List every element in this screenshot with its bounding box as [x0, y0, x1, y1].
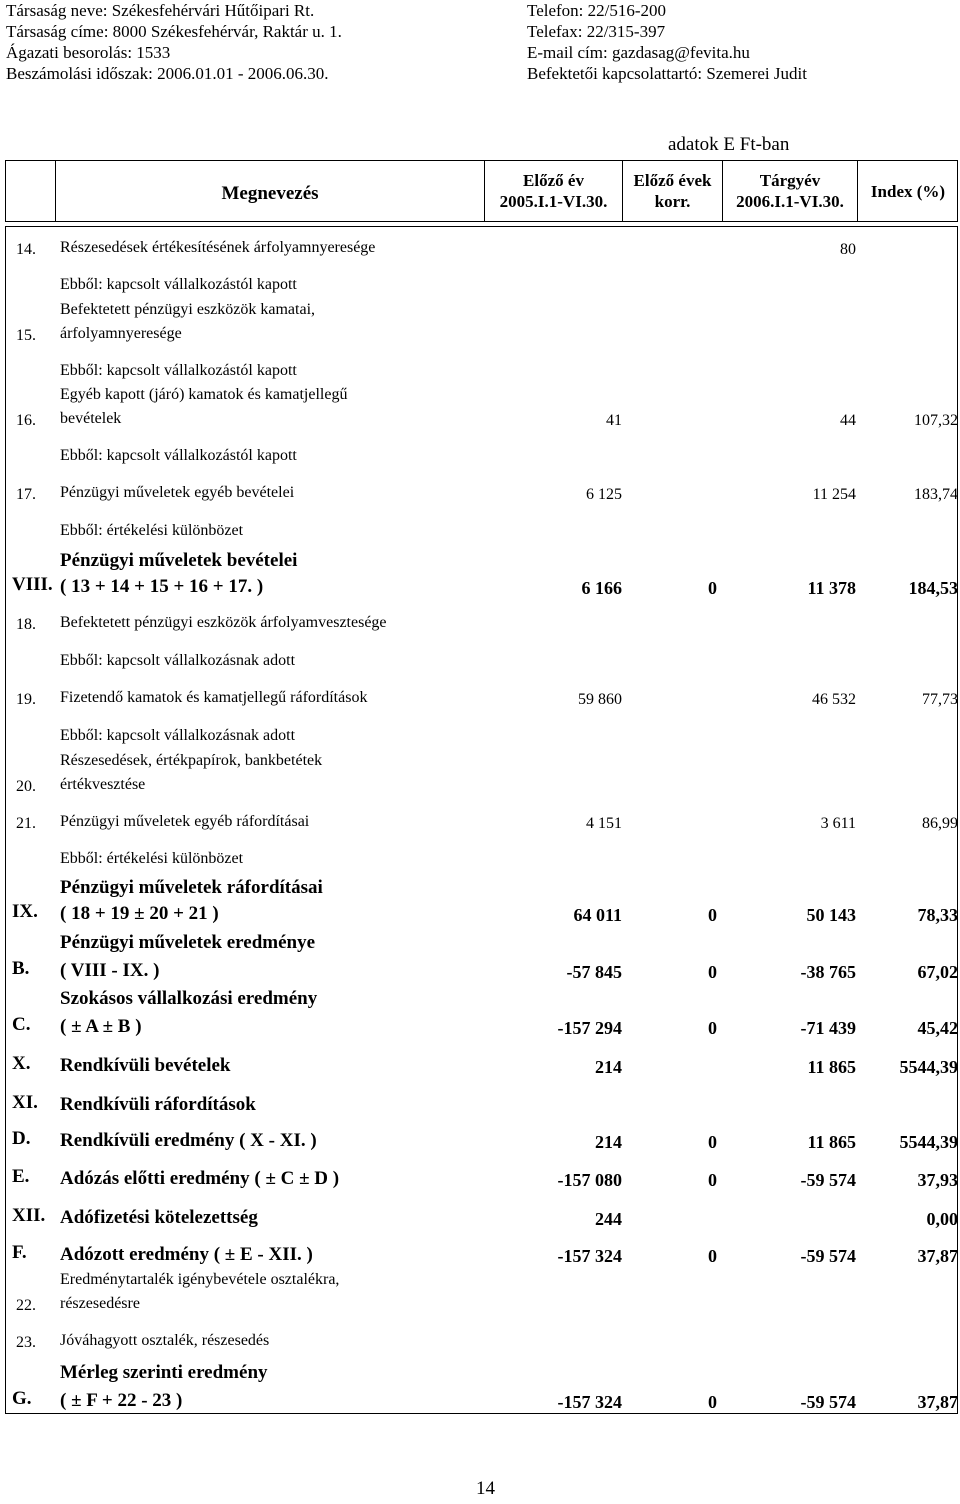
- email: E-mail cím: gazdasag@fevita.hu: [527, 43, 750, 62]
- cell-current-year: -59 574: [800, 1392, 856, 1412]
- cell-prior-corr: 0: [708, 578, 717, 598]
- cell-prev-year: -157 324: [557, 1392, 622, 1412]
- row-label: Ebből: kapcsolt vállalkozástól kapott: [60, 447, 297, 464]
- company-name: Társaság neve: Székesfehérvári Hűtőipari Rt.: [6, 1, 315, 20]
- row-number: X.: [12, 1053, 31, 1074]
- cell-current-year: 11 254: [812, 486, 856, 503]
- cell-index: 37,87: [917, 1246, 958, 1266]
- row-label: Szokásos vállalkozási eredmény: [60, 988, 318, 1009]
- cell-current-year: 44: [840, 412, 856, 429]
- row-label: Adózás előtti eredmény ( ± C ± D ): [60, 1168, 340, 1189]
- cell-prev-year: -57 845: [566, 962, 622, 982]
- investor-contact: Befektetői kapcsolattartó: Szemerei Judit: [527, 64, 807, 83]
- cell-prior-corr: 0: [708, 1170, 717, 1190]
- row-number: VIII.: [12, 574, 53, 595]
- row-label: Adófizetési kötelezettség: [60, 1207, 258, 1228]
- row-label: Befektetett pénzügyi eszközök kamatai,: [60, 301, 316, 318]
- row-label: Mérleg szerinti eredmény: [60, 1362, 268, 1383]
- row-label: Ebből: kapcsolt vállalkozástól kapott: [60, 362, 297, 379]
- cell-index: 78,33: [917, 905, 958, 925]
- cell-index: 5544,39: [899, 1132, 958, 1152]
- cell-current-year: -71 439: [800, 1018, 856, 1038]
- row-label: Ebből: kapcsolt vállalkozástól kapott: [60, 276, 297, 293]
- row-number: G.: [12, 1388, 32, 1409]
- row-number: 23.: [16, 1334, 36, 1351]
- row-number: E.: [12, 1166, 30, 1187]
- cell-prev-year: 6 166: [581, 578, 622, 598]
- cell-current-year: 46 532: [812, 691, 856, 708]
- row-label: Jóváhagyott osztalék, részesedés: [60, 1332, 270, 1349]
- sector-classification: Ágazati besorolás: 1533: [6, 43, 171, 62]
- row-label: ( ± A ± B ): [60, 1016, 142, 1037]
- cell-index: 184,53: [908, 578, 958, 598]
- cell-index: 37,93: [917, 1170, 958, 1190]
- cell-prev-year: 4 151: [586, 815, 622, 832]
- row-label: Pénzügyi műveletek eredménye: [60, 932, 316, 953]
- cell-prev-year: -157 080: [557, 1170, 622, 1190]
- row-label: Ebből: értékelési különbözet: [60, 850, 244, 867]
- page-number: 14: [476, 1478, 495, 1499]
- row-label: Adózott eredmény ( ± E - XII. ): [60, 1244, 313, 1265]
- row-number: 22.: [16, 1297, 36, 1314]
- row-label: Ebből: kapcsolt vállalkozásnak adott: [60, 727, 296, 744]
- col-header-curr: Tárgyév 2006.I.1-VI.30.: [736, 171, 844, 211]
- cell-prior-corr: 0: [708, 1392, 717, 1412]
- row-label: bevételek: [60, 410, 122, 427]
- cell-prior-corr: 0: [708, 1018, 717, 1038]
- row-label: Ebből: kapcsolt vállalkozásnak adott: [60, 652, 296, 669]
- row-number: 19.: [16, 691, 36, 708]
- cell-current-year: 11 378: [807, 578, 856, 598]
- row-label: értékvesztése: [60, 776, 146, 793]
- row-label: Eredménytartalék igénybevétele osztalékra,: [60, 1271, 340, 1288]
- row-label: Egyéb kapott (járó) kamatok és kamatjellegű: [60, 386, 348, 403]
- cell-prior-corr: 0: [708, 905, 717, 925]
- cell-prev-year: -157 324: [557, 1246, 622, 1266]
- cell-current-year: 50 143: [806, 905, 856, 925]
- cell-prev-year: 214: [595, 1057, 622, 1077]
- cell-current-year: -38 765: [800, 962, 856, 982]
- cell-prior-corr: 0: [708, 1246, 717, 1266]
- cell-index: 0,00: [926, 1209, 958, 1229]
- cell-index: 45,42: [917, 1018, 958, 1038]
- unit-note: adatok E Ft-ban: [668, 134, 790, 155]
- cell-prev-year: 41: [606, 412, 622, 429]
- row-label: Pénzügyi műveletek bevételei: [60, 550, 298, 571]
- row-label: árfolyamnyeresége: [60, 325, 182, 342]
- cell-index: 86,99: [922, 815, 958, 832]
- cell-prior-corr: 0: [708, 1132, 717, 1152]
- cell-prior-corr: 0: [708, 962, 717, 982]
- company-info: [6, 0, 342, 84]
- row-label: Ebből: értékelési különbözet: [60, 522, 244, 539]
- cell-prev-year: 214: [595, 1132, 622, 1152]
- cell-index: 67,02: [917, 962, 958, 982]
- cell-prev-year: 6 125: [586, 486, 622, 503]
- cell-prev-year: -157 294: [557, 1018, 622, 1038]
- row-label: ( ± F + 22 - 23 ): [60, 1390, 183, 1411]
- row-label: Pénzügyi műveletek ráfordításai: [60, 877, 323, 898]
- row-label: Rendkívüli bevételek: [60, 1055, 231, 1076]
- company-address: Társaság címe: 8000 Székesfehérvár, Raktár u. 1.: [6, 22, 342, 41]
- cell-index: 107,32: [914, 412, 958, 429]
- cell-current-year: 80: [840, 241, 856, 258]
- row-number: 21.: [16, 815, 36, 832]
- row-number: XII.: [12, 1205, 46, 1226]
- row-label: Pénzügyi műveletek egyéb ráfordításai: [60, 813, 310, 830]
- reporting-period: Beszámolási időszak: 2006.01.01 - 2006.06.30.: [6, 64, 329, 83]
- col-header-corr: Előző évek korr.: [633, 171, 712, 211]
- cell-prev-year: 59 860: [578, 691, 622, 708]
- col-header-name: Megnevezés: [221, 182, 319, 204]
- fax: Telefax: 22/315-397: [527, 22, 666, 41]
- cell-current-year: 3 611: [820, 815, 856, 832]
- row-label: ( 13 + 14 + 15 + 16 + 17. ): [60, 576, 264, 597]
- row-label: Rendkívüli ráfordítások: [60, 1094, 256, 1115]
- cell-index: 77,73: [922, 691, 958, 708]
- col-header-index: Index (%): [870, 181, 946, 201]
- cell-prev-year: 64 011: [573, 905, 622, 925]
- cell-prev-year: 244: [595, 1209, 622, 1229]
- row-label: Részesedések értékesítésének árfolyamnyeresége: [60, 239, 376, 256]
- row-number: D.: [12, 1128, 31, 1149]
- row-number: F.: [12, 1242, 27, 1263]
- row-number: XI.: [12, 1092, 38, 1113]
- row-number: 17.: [16, 486, 36, 503]
- row-label: Pénzügyi műveletek egyéb bevételei: [60, 484, 295, 501]
- row-number: 16.: [16, 412, 36, 429]
- phone: Telefon: 22/516-200: [527, 1, 667, 20]
- row-label: részesedésre: [60, 1295, 140, 1312]
- row-number: IX.: [12, 901, 38, 922]
- cell-index: 5544,39: [899, 1057, 958, 1077]
- row-label: Fizetendő kamatok és kamatjellegű ráfordítások: [60, 689, 368, 706]
- row-number: 20.: [16, 778, 36, 795]
- row-number: B.: [12, 958, 30, 979]
- cell-current-year: 11 865: [807, 1132, 856, 1152]
- row-label: Befektetett pénzügyi eszközök árfolyamvesztesége: [60, 614, 387, 631]
- row-number: C.: [12, 1014, 31, 1035]
- cell-current-year: 11 865: [807, 1057, 856, 1077]
- col-header-prev: Előző év 2005.I.1-VI.30.: [499, 171, 608, 211]
- cell-index: 37,87: [917, 1392, 958, 1412]
- row-number: 15.: [16, 327, 36, 344]
- row-label: Részesedések, értékpapírok, bankbetétek: [60, 752, 323, 769]
- row-label: ( VIII - IX. ): [60, 960, 160, 981]
- cell-index: 183,74: [914, 486, 958, 503]
- contact-info: [527, 0, 807, 84]
- cell-current-year: -59 574: [800, 1246, 856, 1266]
- row-label: Rendkívüli eredmény ( X - XI. ): [60, 1130, 317, 1151]
- row-number: 14.: [16, 241, 36, 258]
- cell-current-year: -59 574: [800, 1170, 856, 1190]
- row-number: 18.: [16, 616, 36, 633]
- row-label: ( 18 + 19 ± 20 + 21 ): [60, 903, 219, 924]
